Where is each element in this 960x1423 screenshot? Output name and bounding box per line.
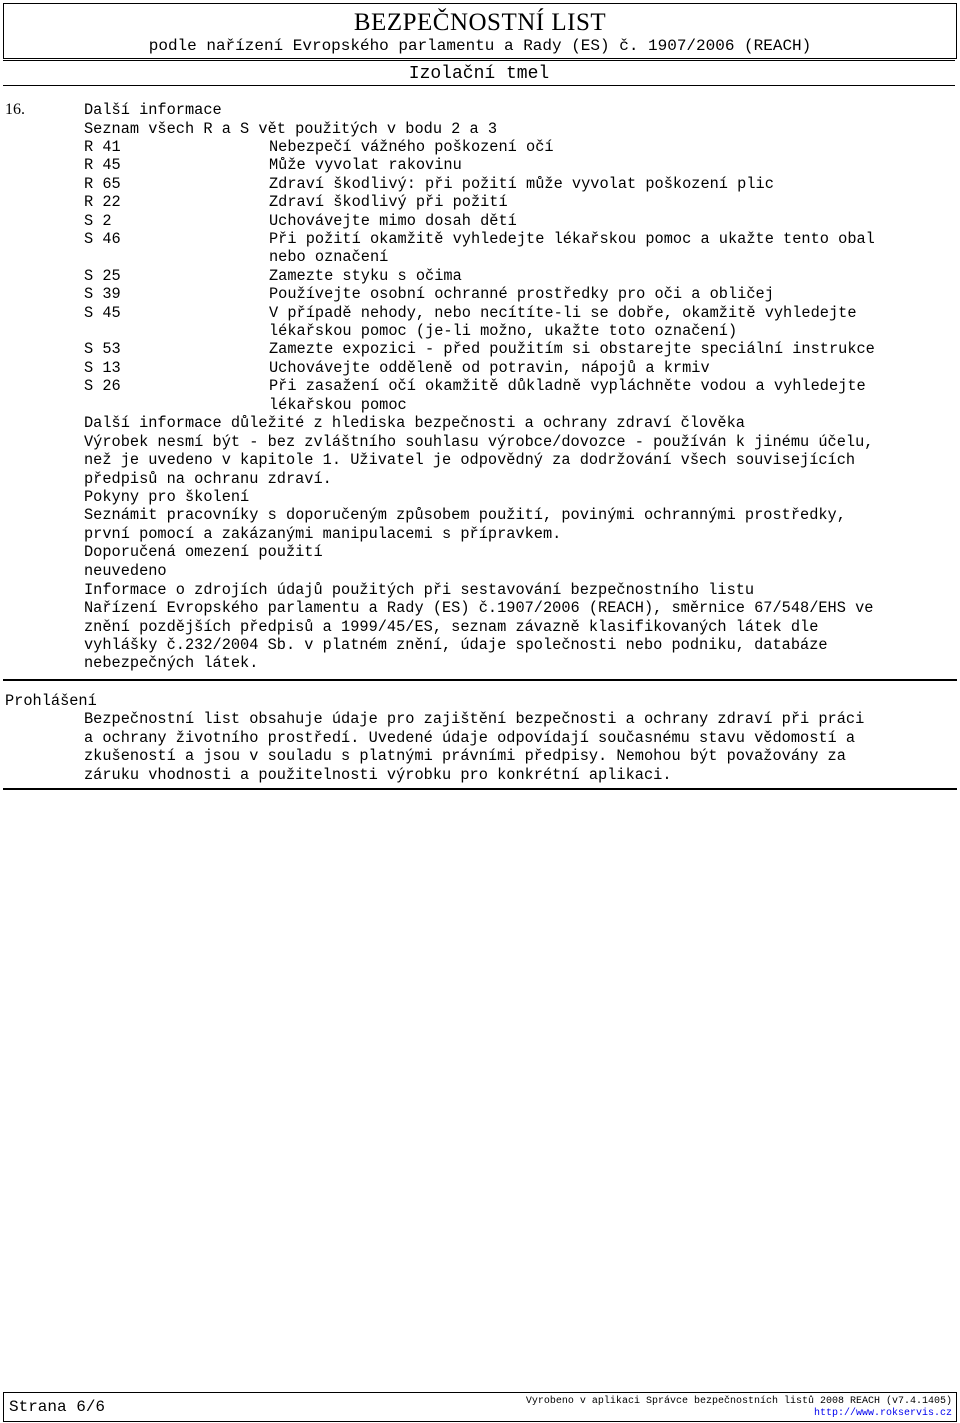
phrase-text: Nebezpečí vážného poškození očí — [269, 138, 554, 156]
divider — [3, 788, 957, 790]
document-header — [3, 3, 957, 59]
product-bar — [3, 60, 955, 86]
phrase-text: Uchovávejte mimo dosah dětí — [269, 211, 517, 230]
declaration-text: Bezpečnostní list obsahuje údaje pro zajištění bezpečnosti a ochrany zdraví při práci a ochrany životního prostředí. Uvedené údaje odpovídají současnému stavu vědomostí a zkušeností a jsou v souladu s platnými právními předpisy. Nemohou být považovány za záruku vhodnosti a použitelnosti výrobku pro konkrétní aplikaci. — [84, 710, 865, 784]
important-info-text: Výrobek nesmí být - bez zvláštního souhlasu výrobce/dovozce - používán k jinému účelu, než je uvedeno v kapitole 1. Uživatel je odpovědný za dodržování všech souvisejících předpisů na ochranu zdraví. — [84, 432, 874, 488]
phrase-text: Při požití okamžitě vyhledejte lékařskou pomoc a ukažte tento obal nebo označení — [269, 230, 875, 267]
training-heading: Pokyny pro školení — [84, 488, 250, 506]
restrictions-heading: Doporučená omezení použití — [84, 543, 323, 562]
phrase-list-title: Seznam všech R a S vět použitých v bodu 2 a 3 — [84, 119, 498, 138]
sources-heading: Informace o zdrojích údajů použitých při sestavování bezpečnostního listu — [84, 580, 755, 599]
phrase-text: Zamezte expozici - před použitím si obstarejte speciální instrukce — [269, 340, 875, 359]
publisher-link[interactable]: http://www.rokservis.cz — [813, 1408, 952, 1419]
phrase-code: S 2 — [84, 211, 112, 230]
phrase-code: S 46 — [84, 230, 121, 248]
phrase-code: R 45 — [84, 156, 121, 175]
phrase-code: S 39 — [84, 285, 121, 304]
phrase-text: Zdraví škodlivý: při požití může vyvolat poškození plic — [269, 174, 774, 193]
phrase-text: Zdraví škodlivý při požití — [269, 193, 508, 212]
page-footer — [3, 1392, 957, 1422]
phrase-code: S 45 — [84, 303, 121, 322]
sources-text: Nařízení Evropského parlamentu a Rady (ES) č.1907/2006 (REACH), směrnice 67/548/EHS ve znění pozdějších předpisů a 1999/45/ES, seznam závazně klasifikovaných látek dle vyhlášky č.232/2004 Sb. v platném znění, údaje společnosti nebo podniku, databáze nebezpečných látek. — [84, 599, 874, 673]
product-name: Izolační tmel — [408, 64, 550, 84]
phrase-code: S 13 — [84, 358, 121, 377]
divider — [3, 679, 957, 681]
phrase-code: S 25 — [84, 266, 121, 285]
document-title: BEZPEČNOSTNÍ LIST — [353, 9, 607, 36]
restrictions-text: neuvedeno — [84, 561, 167, 580]
phrase-text: Používejte osobní ochranné prostředky pro oči a obličej — [269, 285, 774, 304]
phrase-text: V případě nehody, nebo necítíte-li se dobře, okamžitě vyhledejte lékařskou pomoc (je-li možno, ukažte toto označení) — [269, 303, 857, 340]
phrase-text: Uchovávejte odděleně od potravin, nápojů a krmiv — [269, 358, 710, 377]
page-number: Strana 6/6 — [9, 1398, 106, 1416]
section-number: 16. — [5, 101, 25, 118]
section-heading: Další informace — [84, 101, 222, 119]
generator-note: Vyrobeno v aplikaci Správce bezpečnostních listů 2008 REACH (v7.4.1405) — [525, 1396, 952, 1407]
document-subtitle: podle nařízení Evropského parlamentu a Rady (ES) č. 1907/2006 (REACH) — [148, 37, 812, 55]
phrase-code: S 53 — [84, 340, 121, 359]
phrase-text: Zamezte styku s očima — [269, 266, 462, 285]
phrase-text: Při zasažení očí okamžitě důkladně vypláchněte vodou a vyhledejte lékařskou pomoc — [269, 377, 866, 414]
important-info-heading: Další informace důležité z hlediska bezpečnosti a ochrany zdraví člověka — [84, 414, 745, 433]
phrase-text: Může vyvolat rakovinu — [269, 156, 462, 175]
training-text: Seznámit pracovníky s doporučeným způsobem použití, povinými ochrannými prostředky, první pomocí a zakázanými manipulacemi s přípravkem. — [84, 506, 846, 543]
phrase-code: R 22 — [84, 193, 121, 212]
phrase-code: R 65 — [84, 174, 121, 193]
declaration-heading: Prohlášení — [5, 692, 97, 710]
phrase-code: S 26 — [84, 377, 121, 396]
phrase-code: R 41 — [84, 138, 121, 156]
